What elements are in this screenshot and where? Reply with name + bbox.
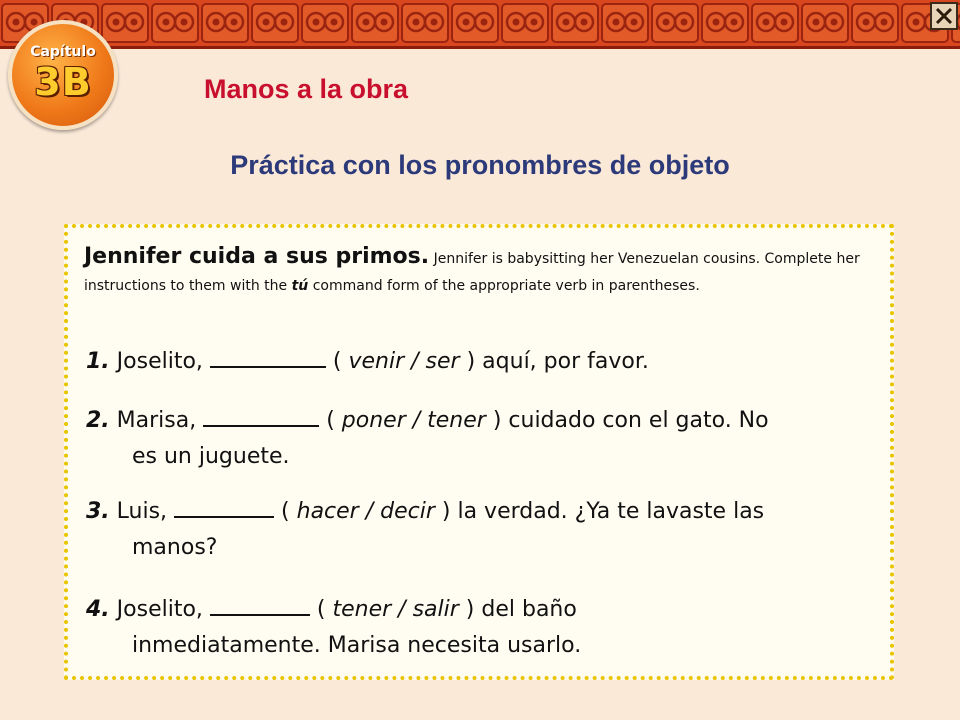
chapter-badge — [8, 20, 118, 130]
instructions-tu: tú — [291, 278, 309, 294]
item-options: poner / tener — [341, 408, 486, 433]
close-icon — [934, 6, 954, 26]
exercise-item-3: 3. Luis, ( hacer / decir ) la verdad. ¿Ya te lavaste las manos? — [86, 494, 886, 566]
item-continuation: manos? — [132, 535, 218, 560]
exercise-item-1: 1. Joselito, ( venir / ser ) aquí, por favor. — [86, 344, 886, 380]
answer-blank[interactable] — [203, 403, 319, 427]
item-after: aquí, por favor. — [475, 349, 649, 374]
item-after: del baño — [474, 597, 577, 622]
exercise-item-4: 4. Joselito, ( tener / salir ) del baño inmediatamente. Marisa necesita usarlo. — [86, 592, 886, 664]
item-before: Marisa, — [109, 408, 204, 433]
item-after: la verdad. ¿Ya te lavaste las — [450, 499, 765, 524]
item-after: cuidado con el gato. No — [501, 408, 769, 433]
item-options: hacer / decir — [296, 499, 435, 524]
page-title: Práctica con los pronombres de objeto — [230, 150, 730, 180]
item-continuation: inmediatamente. Marisa necesita usarlo. — [132, 633, 582, 658]
item-options: venir / ser — [348, 349, 460, 374]
answer-blank[interactable] — [210, 344, 326, 368]
item-number: 3. — [86, 499, 110, 524]
instructions — [84, 243, 874, 300]
item-before: Joselito, — [109, 349, 210, 374]
item-continuation: es un juguete. — [132, 444, 290, 469]
chapter-label: Capítulo — [30, 44, 96, 60]
chapter-number: 3B — [34, 60, 92, 104]
instructions-text-1: Jennifer is babysitting her Venezuelan cousins. Complete her instructions to them with the — [84, 251, 860, 294]
section-title: Manos a la obra — [204, 74, 409, 104]
item-number: 2. — [86, 408, 110, 433]
item-options: tener / salir — [332, 597, 459, 622]
item-number: 1. — [86, 349, 110, 374]
decorative-banner — [0, 0, 960, 49]
banner-pattern — [0, 0, 960, 46]
item-number: 4. — [86, 597, 110, 622]
instructions-text-2: command form of the appropriate verb in parentheses. — [308, 278, 700, 294]
answer-blank[interactable] — [210, 592, 310, 616]
close-button[interactable] — [930, 2, 958, 30]
instructions-lead: Jennifer cuida a sus primos. — [84, 244, 430, 269]
item-before: Luis, — [109, 499, 175, 524]
answer-blank[interactable] — [174, 494, 274, 518]
exercise-item-2: 2. Marisa, ( poner / tener ) cuidado con el gato. No es un juguete. — [86, 403, 886, 475]
item-before: Joselito, — [109, 597, 210, 622]
